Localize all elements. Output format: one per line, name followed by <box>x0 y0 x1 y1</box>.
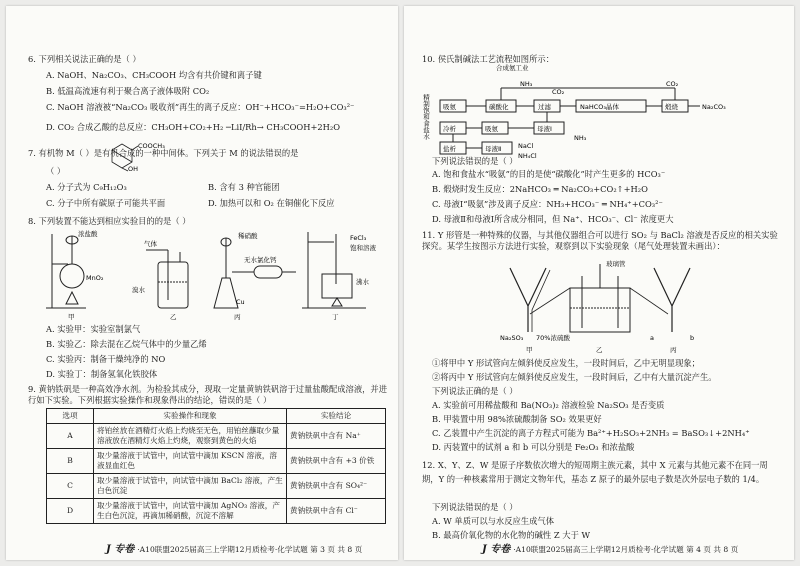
q10-option-a: A. 饱和食盐水“吸氨”的目的是使“碳酸化”时产生更多的 HCO₃⁻ <box>432 169 666 179</box>
q8-label-gas: 气体 <box>144 240 157 248</box>
q9-row-operation: 取少量溶液于试管中，向试管中滴加 BaCl₂ 溶液，产生白色沉淀 <box>94 474 287 499</box>
q10-box-carbonation-label: 碳酸化 <box>489 103 509 111</box>
q9-row-conclusion: 黄钠铁矾中含有 SO₄²⁻ <box>287 474 386 499</box>
q11-label-a: a <box>650 334 654 342</box>
q9-row-conclusion: 黄钠铁矾中含有 Na⁺ <box>287 424 386 449</box>
q11-caption-yi: 乙 <box>596 346 603 354</box>
q9-row-operation: 将铂丝放在酒精灯火焰上灼烧至无色，用铂丝蘸取少量溶液放在酒精灯火焰上灼烧，观察到黄色的火焰 <box>94 424 287 449</box>
table-row <box>47 424 386 449</box>
q9-table-header <box>47 409 386 424</box>
q9-row-conclusion: 黄钠铁矾中含有 Cl⁻ <box>287 499 386 524</box>
q11-option-c: C. 乙装置中产生沉淀的离子方程式可能为 Ba²⁺+H₂SO₃+2NH₃ = BaSO₃↓+2NH₄⁺ <box>432 428 750 438</box>
brand-mark: J 专卷 <box>482 544 511 555</box>
q9-row-option: D <box>47 499 94 524</box>
q10-box-mother-liquor-1-label: 母液Ⅰ <box>537 125 552 133</box>
q11-stem: 11. Y 形管是一种特殊的仪器，与其他仪器组合可以进行 SO₂ 与 BaCl₂ 溶液是否反应的相关实验探究。某学生按图示方法进行实验，观察到以下实验现象（尾气处理装置未画出）： <box>422 230 778 251</box>
q10-option-b: B. 煅烧时发生反应：2NaHCO₃ ═ Na₂CO₃+CO₂↑+H₂O <box>432 184 648 194</box>
q10-box-calcine-label: 煅烧 <box>665 103 678 111</box>
q7-blank: （ ） <box>46 166 66 176</box>
q9-stem: 9. 黄钠铁矾是一种高效净水剂。为检验其成分，现取一定量黄钠铁矾溶于过量盐酸配成溶液，并进行如下实验。下列根据实验操作和现象得出的结论，错误的是（ ） <box>28 384 388 405</box>
q10-option-c: C. 母液Ⅰ“吸氨”涉及离子反应：NH₃+HCO₃⁻ ═ NH₄⁺+CO₃²⁻ <box>432 199 663 209</box>
q10-box-absorb-ammonia-2-label: 吸氨 <box>485 125 498 133</box>
q9-row-operation: 取少量溶液于试管中，向试管中滴加 KSCN 溶液，溶液显血红色 <box>94 449 287 474</box>
q8-caption-ding: 丁 <box>332 313 339 321</box>
q8-label-bromine-water: 溴水 <box>132 286 145 294</box>
q8-label-saturated-solution: 饱和溶液 <box>350 244 376 252</box>
q9-header-operation: 实验操作和现象 <box>94 409 287 424</box>
q10-box-absorb-ammonia-label: 吸氨 <box>443 103 456 111</box>
q11-observation-2: ②将丙中 Y 形试管向左倾斜使反应发生，一段时间后，乙中有大量沉淀产生。 <box>432 372 717 382</box>
q10-flowchart <box>422 64 786 160</box>
q11-option-a: A. 实验前可用稀盐酸和 Ba(NO₃)₂ 溶液检验 Na₂SO₃ 是否变质 <box>432 400 665 410</box>
left-footer-text: ·A10联盟2025届高三上学期12月质检考·化学试题 第 3 页 共 8 页 <box>137 545 363 554</box>
q9-header-conclusion: 实验结论 <box>287 409 386 424</box>
q7-option-b: B. 含有 3 种官能团 <box>208 182 280 192</box>
q10-label-nh4cl: NH₄Cl <box>518 152 537 160</box>
q8-caption-yi: 乙 <box>170 313 177 321</box>
q8-apparatus-jia <box>46 229 104 321</box>
q7-struct-ester-label: COOCH₃ <box>138 142 165 150</box>
q9-row-conclusion: 黄钠铁矾中含有 +3 价铁 <box>287 449 386 474</box>
q8-label-boiling-water: 沸水 <box>356 278 369 286</box>
q10-box-filter-label: 过滤 <box>538 103 551 111</box>
q12-option-b: B. 最高价氧化物的水化物的碱性 Z 大于 W <box>432 530 591 540</box>
q10-option-d: D. 母液Ⅱ和母液Ⅰ所含成分相同，但 Na⁺、HCO₃⁻、Cl⁻ 浓度更大 <box>432 214 674 224</box>
q7-struct-oh-label: OH <box>128 165 139 173</box>
q10-box-nahco3-label: NaHCO₃晶体 <box>580 103 619 111</box>
left-page <box>6 6 398 560</box>
q7-option-c: C. 分子中所有碳原子可能共平面 <box>46 198 166 208</box>
q8-option-d: D. 实验丁：制备氢氧化铁胶体 <box>46 369 158 379</box>
q10-label-co2-recycle: CO₂ <box>666 80 679 88</box>
q10-side-label: 精制饱和食盐水 <box>422 94 430 140</box>
q10-label-nacl: NaCl <box>518 142 534 150</box>
q8-label-mno2: MnO₂ <box>86 274 104 282</box>
q10-stem: 10. 侯氏制碱法工艺流程如图所示： <box>422 54 554 64</box>
q10-box-cold-precipitation-label: 冷析 <box>443 125 456 133</box>
q8-apparatus-figure <box>46 228 398 320</box>
q9-row-option: C <box>47 474 94 499</box>
q8-caption-bing: 丙 <box>234 313 241 321</box>
q6-option-c: C. NaOH 溶液被“Na₂CO₃ 吸收剂”再生的离子反应：OH⁻+HCO₃⁻=H₂O+CO₃²⁻ <box>46 102 355 112</box>
q12-question: 下列说法错误的是（ ） <box>432 502 518 512</box>
q12-option-a: A. W 单质可以与水反应生成气体 <box>432 516 554 526</box>
table-row <box>47 474 386 499</box>
q11-caption-bing: 丙 <box>670 346 677 354</box>
right-footer-text: ·A10联盟2025届高三上学期12月质检考·化学试题 第 4 页 共 8 页 <box>513 545 739 554</box>
q7-stem: 7. 有机物 M（ ）是有机合成的一种中间体。下列关于 M 的说法错误的是 <box>28 148 299 158</box>
q9-table <box>46 408 386 524</box>
q11-label-b: b <box>690 334 695 342</box>
q8-label-cacl2: 无水氯化钙 <box>244 256 277 264</box>
q8-stem: 8. 下列装置不能达到相应实验目的的是（ ） <box>28 216 191 226</box>
q8-label-fecl3: FeCl₃ <box>350 234 367 242</box>
right-footer <box>482 540 738 555</box>
q11-label-na2so3: Na₂SO₃ <box>500 334 524 342</box>
q10-question: 下列说法错误的是（ ） <box>432 156 518 166</box>
q9-row-operation: 取少量溶液于试管中，向试管中滴加 AgNO₃ 溶液，产生白色沉淀，再滴加稀硝酸，沉淀不溶解 <box>94 499 287 524</box>
q8-label-dilute-hno3: 稀硝酸 <box>238 232 258 240</box>
q6-stem: 6. 下列相关说法正确的是（ ） <box>28 54 141 64</box>
q8-apparatus-yi <box>132 239 188 321</box>
q8-option-a: A. 实验甲：实验室制氯气 <box>46 324 141 334</box>
q8-label-cu: Cu <box>236 298 245 306</box>
q11-label-glass-tube: 玻璃管 <box>606 260 626 268</box>
q10-label-nh3: NH₃ <box>520 80 533 88</box>
q11-flask-yi <box>570 264 630 332</box>
q9-row-option: B <box>47 449 94 474</box>
q10-label-nh3-2: NH₃ <box>574 134 587 142</box>
right-page <box>404 6 794 560</box>
q11-tube-bing <box>630 268 690 332</box>
q10-label-ammonia-industry: 合成氨工业 <box>496 64 529 72</box>
q11-option-d: D. 丙装置中的试剂 a 和 b 可以分别是 Fe₂O₃ 和浓盐酸 <box>432 442 635 452</box>
q11-tube-jia <box>510 268 570 332</box>
q6-option-a: A. NaOH、Na₂CO₃、CH₃COOH 均含有共价键和离子键 <box>46 70 262 80</box>
q11-question: 下列说法正确的是（ ） <box>432 386 518 396</box>
q8-label-conc-hcl: 浓盐酸 <box>78 230 98 238</box>
q11-caption-jia: 甲 <box>526 346 533 354</box>
q9-header-option: 选项 <box>47 409 94 424</box>
q9-row-option: A <box>47 424 94 449</box>
q7-structure-figure <box>104 140 164 172</box>
q11-option-b: B. 甲装置中用 98%浓硫酸制备 SO₂ 效果更好 <box>432 414 602 424</box>
brand-mark: J 专卷 <box>106 544 135 555</box>
q11-label-conc-h2so4: 70%浓硫酸 <box>536 334 570 342</box>
q11-y-tube-figure <box>500 258 700 354</box>
q6-option-d: D. CO₂ 合成乙酸的总反应：CH₃OH+CO₂+H₂ ─LiI/Rh→ CH₃COOH+2H₂O <box>46 122 341 132</box>
q10-box-salting-out-label: 盐析 <box>443 145 456 153</box>
q10-label-na2co3: Na₂CO₃ <box>702 103 726 111</box>
q7-option-d: D. 加热可以和 O₂ 在铜催化下反应 <box>208 198 335 208</box>
q6-option-b: B. 低温高流速有利于聚合离子液体吸附 CO₂ <box>46 86 210 96</box>
q8-apparatus-bing <box>214 231 296 321</box>
left-footer <box>106 540 362 555</box>
q8-option-c: C. 实验丙：制备干燥纯净的 NO <box>46 354 166 364</box>
q12-stem: 12. X、Y、Z、W 是原子序数依次增大的短周期主族元素，其中 X 元素与其他元素不在同一周期，Y 的一种核素常用于测定文物年代，基态 Z 原子的最外层电子数是次外层电子数的 1/4。 <box>422 460 768 484</box>
q8-apparatus-ding <box>302 232 377 321</box>
table-row <box>47 499 386 524</box>
q10-label-co2: CO₂ <box>552 88 565 96</box>
q8-option-b: B. 实验乙：除去混在乙烷气体中的少量乙烯 <box>46 339 207 349</box>
q7-option-a: A. 分子式为 C₉H₁₂O₃ <box>46 182 127 192</box>
q10-box-mother-liquor-2-label: 母液Ⅱ <box>485 145 502 153</box>
table-row <box>47 449 386 474</box>
q8-caption-jia: 甲 <box>68 313 75 321</box>
q11-observation-1: ①将甲中 Y 形试管向左倾斜使反应发生，一段时间后，乙中无明显现象； <box>432 358 700 368</box>
